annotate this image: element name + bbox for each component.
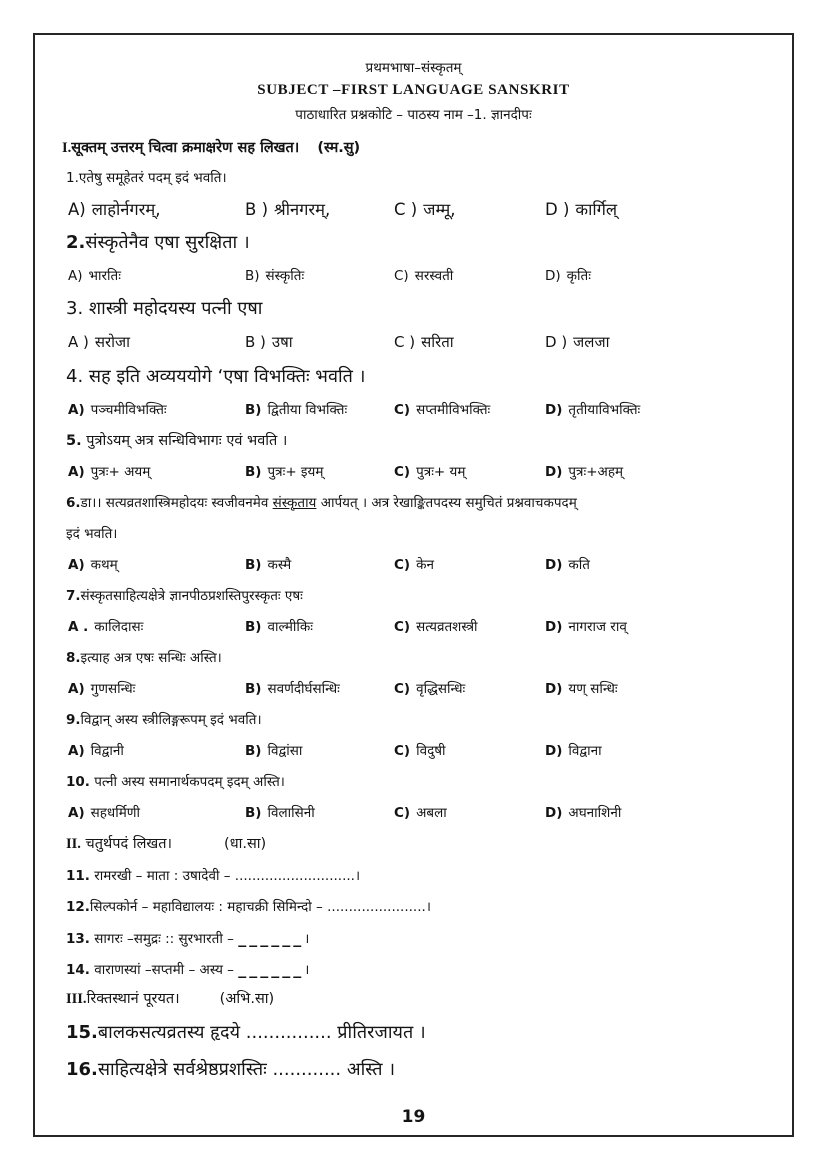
question-number: 11. — [66, 868, 90, 884]
option-text: कार्गिल् — [575, 200, 618, 219]
question-number: 10. — [66, 774, 90, 790]
option-d — [545, 262, 591, 290]
option-b — [245, 196, 330, 224]
option-label: C) — [394, 743, 411, 759]
option-c — [394, 737, 446, 765]
option-label: A) — [68, 268, 83, 284]
option-label: A) — [68, 200, 86, 219]
option-c — [394, 328, 454, 356]
header-subject: SUBJECT –FIRST LANGUAGE SANSKRIT — [257, 82, 570, 98]
option-text: वृद्धिसन्धिः — [416, 681, 466, 697]
option-label: D) — [545, 402, 563, 418]
question-text: संस्कृतेनैव एषा सुरक्षिता । — [85, 232, 250, 253]
question-text: एतेषु समूहेतरं पदम् इदं भवति। — [78, 170, 227, 186]
option-d — [545, 799, 621, 827]
question-14 — [0, 955, 827, 983]
question-10-options — [0, 799, 827, 827]
question-text-after: आर्पयत् । अत्र रेखाङ्कितपदस्य समुचितं प्रश्नवाचकपदम् — [316, 495, 577, 511]
option-c — [394, 458, 465, 486]
option-label: C) — [394, 619, 411, 635]
question-end: प्रीतिरजायत । — [331, 1022, 426, 1043]
option-label: A) — [68, 743, 85, 759]
question-number: 3. — [66, 298, 84, 319]
option-text: यण् सन्धिः — [568, 681, 618, 697]
question-1 — [0, 164, 827, 192]
option-text: सप्तमीविभक्तिः — [416, 402, 491, 418]
question-number: 15. — [66, 1022, 98, 1043]
question-number: 12. — [66, 899, 90, 915]
option-label: B) — [245, 557, 262, 573]
option-text: जम्मू, — [423, 200, 456, 219]
option-b — [245, 396, 347, 424]
option-d — [545, 613, 627, 641]
option-text: केन — [416, 557, 434, 573]
question-4-options — [0, 396, 827, 424]
option-text: सत्यव्रतशस्त्री — [416, 619, 478, 635]
question-number: 14. — [66, 962, 90, 978]
option-text: सरस्वती — [414, 268, 454, 284]
option-d — [545, 737, 602, 765]
question-end: । — [304, 962, 310, 978]
question-13 — [0, 924, 827, 952]
question-6 — [0, 489, 827, 517]
option-b — [245, 675, 340, 703]
question-16 — [0, 1056, 827, 1084]
option-d — [545, 551, 590, 579]
question-5-options — [0, 458, 827, 486]
question-text: सागरः –समुद्रः :: सुरभारती – — [94, 931, 239, 947]
question-text: इत्याह अत्र एषः सन्धिः अस्ति। — [80, 650, 222, 666]
question-text: सिल्पकोर्न – महाविद्यालयः : महाचक्री सिमिन्दो – — [89, 899, 328, 915]
option-label: D ) — [545, 333, 568, 351]
section-title: रिक्तस्थानं पूरयत। — [86, 991, 180, 1007]
question-text: शास्त्री महोदयस्य पत्नी एषा — [88, 298, 263, 319]
option-c — [394, 613, 478, 641]
option-text: पुत्रः+ अयम् — [90, 464, 151, 480]
option-text: विदुषी — [416, 743, 446, 759]
option-text: विद्वानी — [90, 743, 124, 759]
question-number: 9. — [66, 712, 81, 728]
option-text: सहधर्मिणी — [90, 805, 141, 821]
option-label: C ) — [394, 200, 418, 219]
option-b — [245, 551, 291, 579]
option-text: पुत्रः+ इयम् — [267, 464, 324, 480]
option-text: वाल्मीकिः — [267, 619, 313, 635]
option-label: D) — [545, 268, 561, 284]
question-number: 6. — [66, 495, 81, 511]
section-2-heading — [0, 830, 827, 858]
option-text: पञ्चमीविभक्तिः — [90, 402, 167, 418]
question-text: पत्नी अस्य समानार्थकपदम् इदम् अस्ति। — [94, 774, 285, 790]
header-language: प्रथमभाषा–संस्कृतम् — [365, 60, 462, 76]
option-label: A) — [68, 681, 85, 697]
question-text: संस्कृतसाहित्यक्षेत्रे ज्ञानपीठप्रशस्तिपुरस्कृतः एषः — [80, 588, 303, 604]
option-text: कति — [568, 557, 590, 573]
option-label: B) — [245, 268, 260, 284]
option-c — [394, 262, 453, 290]
option-a — [68, 196, 161, 224]
section-1-heading — [0, 134, 827, 162]
underlined-word: संस्कृताय — [272, 495, 317, 511]
question-number: 5. — [66, 433, 82, 449]
question-15 — [0, 1019, 827, 1047]
option-text: जलजा — [573, 333, 610, 351]
question-9 — [0, 706, 827, 734]
question-2-options — [0, 262, 827, 290]
option-label: B ) — [245, 333, 266, 351]
section-tag: (धा.सा) — [224, 836, 267, 852]
question-5 — [0, 427, 827, 455]
question-text: सह इति अव्यययोगे ‘एषा विभक्तिः भवति । — [88, 366, 366, 387]
option-text: विद्वाना — [568, 743, 602, 759]
option-text: अबला — [416, 805, 447, 821]
question-number: 13. — [66, 931, 90, 947]
option-label: C) — [394, 805, 411, 821]
option-a — [68, 613, 143, 641]
question-10 — [0, 768, 827, 796]
option-a — [68, 799, 140, 827]
section-number: II. — [66, 836, 81, 852]
option-text: लाहोर्नगरम्, — [91, 200, 161, 219]
option-b — [245, 737, 302, 765]
option-label: B) — [245, 743, 262, 759]
option-text: संस्कृतिः — [265, 268, 305, 284]
option-label: B) — [245, 464, 262, 480]
option-d — [545, 196, 617, 224]
option-text: सरोजा — [94, 333, 131, 351]
option-label: D) — [545, 464, 563, 480]
option-text: विलासिनी — [267, 805, 315, 821]
option-label: D ) — [545, 200, 570, 219]
option-text: श्रीनगरम्, — [274, 200, 331, 219]
question-text: रामरखी – माता : उषादेवी – — [94, 868, 235, 884]
question-number: 2. — [66, 232, 86, 253]
option-text: भारतिः — [88, 268, 121, 284]
option-c — [394, 551, 434, 579]
option-label: B) — [245, 805, 262, 821]
header-lesson: पाठाधारित प्रश्नकोटि – पाठस्य नाम –1. ज्ञानदीपः — [295, 107, 532, 123]
option-label: B ) — [245, 200, 269, 219]
option-text: विद्वांसा — [267, 743, 303, 759]
answer-blank: ............................ — [234, 868, 355, 884]
option-label: C) — [394, 268, 409, 284]
question-end: अस्ति । — [341, 1059, 396, 1080]
question-end: । — [304, 931, 310, 947]
option-a — [68, 328, 130, 356]
option-label: D) — [545, 557, 563, 573]
answer-blank: ______ — [238, 959, 305, 978]
option-label: B) — [245, 402, 262, 418]
option-d — [545, 396, 640, 424]
question-8 — [0, 644, 827, 672]
option-a — [68, 551, 118, 579]
option-label: C) — [394, 464, 411, 480]
option-b — [245, 799, 315, 827]
option-label: A ) — [68, 333, 89, 351]
question-text: डा।। सत्यव्रतशास्त्रिमहोदयः स्वजीवनमेव — [80, 495, 273, 511]
question-7-options — [0, 613, 827, 641]
option-text: सवर्णदीर्घसन्धिः — [267, 681, 340, 697]
option-text: गुणसन्धिः — [90, 681, 136, 697]
option-a — [68, 458, 150, 486]
option-d — [545, 675, 618, 703]
question-number: 7. — [66, 588, 81, 604]
question-4 — [0, 363, 827, 391]
option-d — [545, 458, 623, 486]
question-text: वाराणस्यां –सप्तमी – अस्य – — [94, 962, 239, 978]
page-number: 19 — [401, 1107, 426, 1127]
section-title: सूक्तम् उत्तरम् चित्वा क्रमाक्षरेण सह लिखत। — [71, 140, 300, 156]
option-text: द्वितीया विभक्तिः — [267, 402, 348, 418]
option-label: A . — [68, 619, 89, 635]
question-9-options — [0, 737, 827, 765]
option-a — [68, 675, 135, 703]
option-label: C) — [394, 402, 411, 418]
option-label: D) — [545, 743, 563, 759]
option-label: C) — [394, 557, 411, 573]
option-text: सरिता — [421, 333, 454, 351]
question-3 — [0, 295, 827, 323]
question-text: पुत्रोऽयम् अत्र सन्धिविभागः एवं भवति । — [86, 433, 288, 449]
option-text: कालिदासः — [94, 619, 144, 635]
option-text: नागराज राव् — [568, 619, 627, 635]
option-text: उषा — [271, 333, 293, 351]
answer-blank: ............... — [245, 1022, 332, 1043]
option-c — [394, 675, 465, 703]
section-tag: (स्म.सु) — [317, 140, 361, 156]
question-6-options — [0, 551, 827, 579]
option-label: A) — [68, 805, 85, 821]
option-text: कथम् — [90, 557, 118, 573]
question-number: 4. — [66, 366, 84, 387]
answer-blank: ............ — [272, 1059, 342, 1080]
option-d — [545, 328, 610, 356]
option-c — [394, 196, 456, 224]
option-b — [245, 328, 293, 356]
option-label: B) — [245, 619, 262, 635]
question-text: बालकसत्यव्रतस्य हृदये — [97, 1022, 246, 1043]
question-text: विद्वान् अस्य स्त्रीलिङ्गरूपम् इदं भवति। — [80, 712, 262, 728]
option-label: A) — [68, 464, 85, 480]
option-label: A) — [68, 557, 85, 573]
question-11 — [0, 862, 827, 890]
option-label: D) — [545, 619, 563, 635]
option-label: C) — [394, 681, 411, 697]
option-text: तृतीयाविभक्तिः — [568, 402, 641, 418]
option-b — [245, 613, 313, 641]
option-label: D) — [545, 805, 563, 821]
section-tag: (अभि.सा) — [219, 991, 275, 1007]
option-a — [68, 396, 167, 424]
section-number: I. — [62, 140, 72, 156]
question-number: 16. — [66, 1059, 98, 1080]
question-text: साहित्यक्षेत्रे सर्वश्रेष्ठप्रशस्तिः — [97, 1059, 273, 1080]
option-c — [394, 396, 490, 424]
question-number: 1. — [66, 170, 79, 186]
answer-blank: ______ — [238, 928, 305, 947]
option-text: पुत्रः+ यम् — [416, 464, 466, 480]
option-label: D) — [545, 681, 563, 697]
question-6-line-2: इदं भवति। — [66, 526, 118, 542]
question-number: 8. — [66, 650, 81, 666]
question-12 — [0, 893, 827, 921]
question-2 — [0, 229, 827, 257]
option-text: कृतिः — [566, 268, 591, 284]
option-a — [68, 737, 124, 765]
section-title: चतुर्थपदं लिखत। — [85, 836, 173, 852]
question-1-options — [0, 196, 827, 224]
option-b — [245, 458, 323, 486]
question-8-options — [0, 675, 827, 703]
section-number: III. — [66, 991, 87, 1007]
option-text: पुत्रः+अहम् — [568, 464, 624, 480]
option-label: B) — [245, 681, 262, 697]
option-label: A) — [68, 402, 85, 418]
option-b — [245, 262, 304, 290]
option-c — [394, 799, 447, 827]
section-3-heading — [0, 985, 827, 1013]
option-label: C ) — [394, 333, 416, 351]
question-end: । — [425, 899, 431, 915]
option-text: अघनाशिनी — [568, 805, 622, 821]
question-end: । — [354, 868, 361, 884]
question-3-options — [0, 328, 827, 356]
option-text: कस्मै — [267, 557, 292, 573]
question-7 — [0, 582, 827, 610]
option-a — [68, 262, 121, 290]
answer-blank: ....................... — [327, 899, 426, 915]
